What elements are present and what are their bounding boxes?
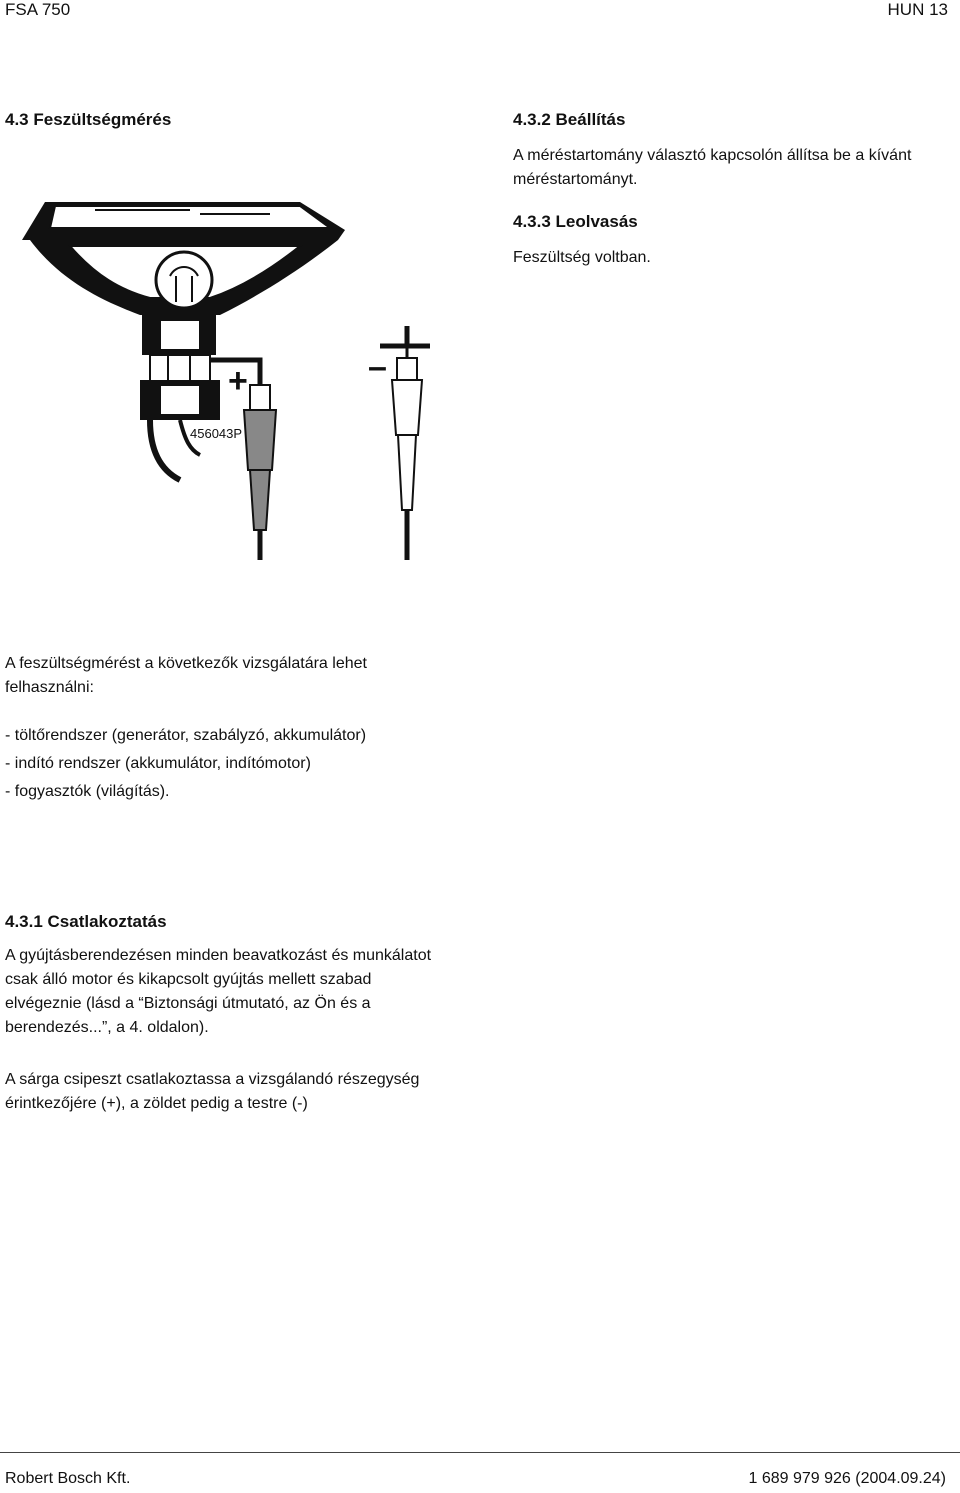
subsection-title-connection: 4.3.1 Csatlakoztatás [5, 912, 167, 931]
figure-label: 456043P [190, 426, 243, 441]
connection-paragraph-2: A sárga csipeszt csatlakoztassa a vizsgálandó részegység érintkezőjére (+), a zöldet pedig a testre (-) [5, 1071, 420, 1112]
intro-paragraph: A feszültségmérést a következők vizsgálatára lehet felhasználni: [5, 655, 367, 696]
reading-text: Feszültség voltban. [513, 249, 651, 266]
connection-paragraph-1: A gyújtásberendezésen minden beavatkozást és munkálatot csak álló motor és kikapcsolt gyújtás mellett szabad elvégeznie (lásd a “Biztonsági útmutató, az Ön és a berendezés...”, a 4. oldalon). [5, 947, 432, 1036]
minus-sign: – [368, 348, 387, 386]
subsection-title-reading: 4.3.3 Leolvasás [513, 212, 638, 231]
section-title: 4.3 Feszültségmérés [5, 110, 172, 129]
subsection-title-setting: 4.3.2 Beállítás [513, 110, 626, 129]
header-left: FSA 750 [5, 0, 71, 19]
list-item: - töltőrendszer (generátor, szabályzó, akkumulátor) [5, 727, 367, 744]
list-item: - indító rendszer (akkumulátor, indítómotor) [5, 755, 311, 772]
use-case-list [5, 722, 445, 806]
header-right: HUN 13 [887, 0, 948, 19]
footer-divider [0, 1452, 960, 1453]
list-item: - fogyasztók (világítás). [5, 783, 170, 800]
voltage-measurement-illustration [0, 180, 500, 570]
plus-sign: + [228, 362, 248, 400]
setting-text: A méréstartomány választó kapcsolón állítsa be a kívánt méréstartományt. [513, 147, 912, 188]
footer-left: Robert Bosch Kft. [5, 1470, 131, 1487]
footer-right: 1 689 979 926 (2004.09.24) [748, 1470, 946, 1487]
